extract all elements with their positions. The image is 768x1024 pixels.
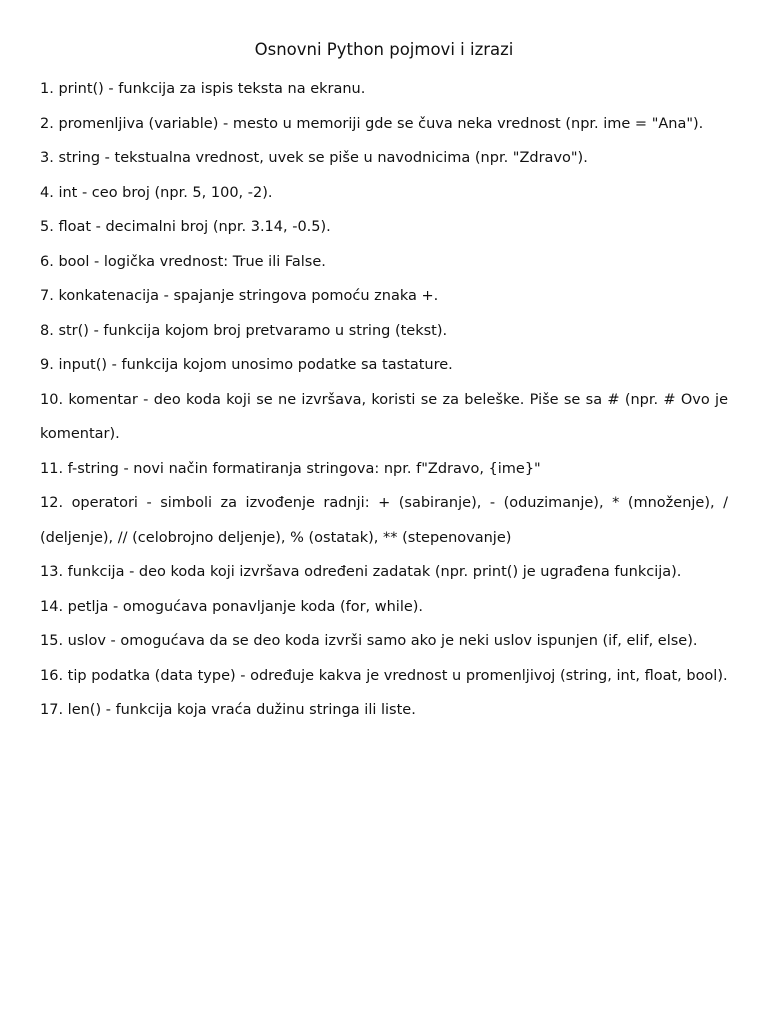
- term-item-7: 7. konkatenacija - spajanje stringova pomoću znaka +.: [40, 288, 439, 304]
- term-item-6: 6. bool - logička vrednost: True ili False.: [40, 253, 326, 270]
- document-title: Osnovni Python pojmovi i izrazi: [254, 40, 514, 59]
- term-item-4: 4. int - ceo broj (npr. 5, 100, -2).: [40, 184, 273, 201]
- term-item-8: 8. str() - funkcija kojom broj pretvaramo u string (tekst).: [40, 322, 448, 339]
- term-item-17: 17. len() - funkcija koja vraća dužinu stringa ili liste.: [40, 702, 416, 718]
- term-item-3: 3. string - tekstualna vrednost, uvek se piše u navodnicima (npr. "Zdravo").: [40, 150, 588, 166]
- term-item-15: 15. uslov - omogućava da se deo koda izvrši samo ako je neki uslov ispunjen (if, elif, else).: [40, 633, 698, 649]
- term-item-5: 5. float - decimalni broj (npr. 3.14, -0.5).: [40, 219, 331, 235]
- term-item-10: 10. komentar - deo koda koji se ne izvršava, koristi se za beleške. Piše se sa # (npr. # Ovo je komentar).: [40, 391, 728, 442]
- term-item-9: 9. input() - funkcija kojom unosimo podatke sa tastature.: [40, 357, 453, 373]
- term-item-14: 14. petlja - omogućava ponavljanje koda (for, while).: [40, 598, 424, 615]
- term-item-1: 1. print() - funkcija za ispis teksta na ekranu.: [40, 81, 366, 97]
- term-item-11: 11. f-string - novi način formatiranja stringova: npr. f"Zdravo, {ime}": [40, 460, 541, 477]
- term-item-12: 12. operatori - simboli za izvođenje radnji: + (sabiranje), - (oduzimanje), * (množenje), / (deljenje), // (celobrojno deljenje), % (ostatak), ** (stepenovanje): [40, 495, 728, 546]
- terms-list: [40, 72, 728, 728]
- term-item-2: 2. promenljiva (variable) - mesto u memoriji gde se čuva neka vrednost (npr. ime = "Ana").: [40, 115, 704, 132]
- term-item-13: 13. funkcija - deo koda koji izvršava određeni zadatak (npr. print() je ugrađena funkcija).: [40, 564, 682, 580]
- term-item-16: 16. tip podatka (data type) - određuje kakva je vrednost u promenljivoj (string, int, float, bool).: [40, 667, 728, 684]
